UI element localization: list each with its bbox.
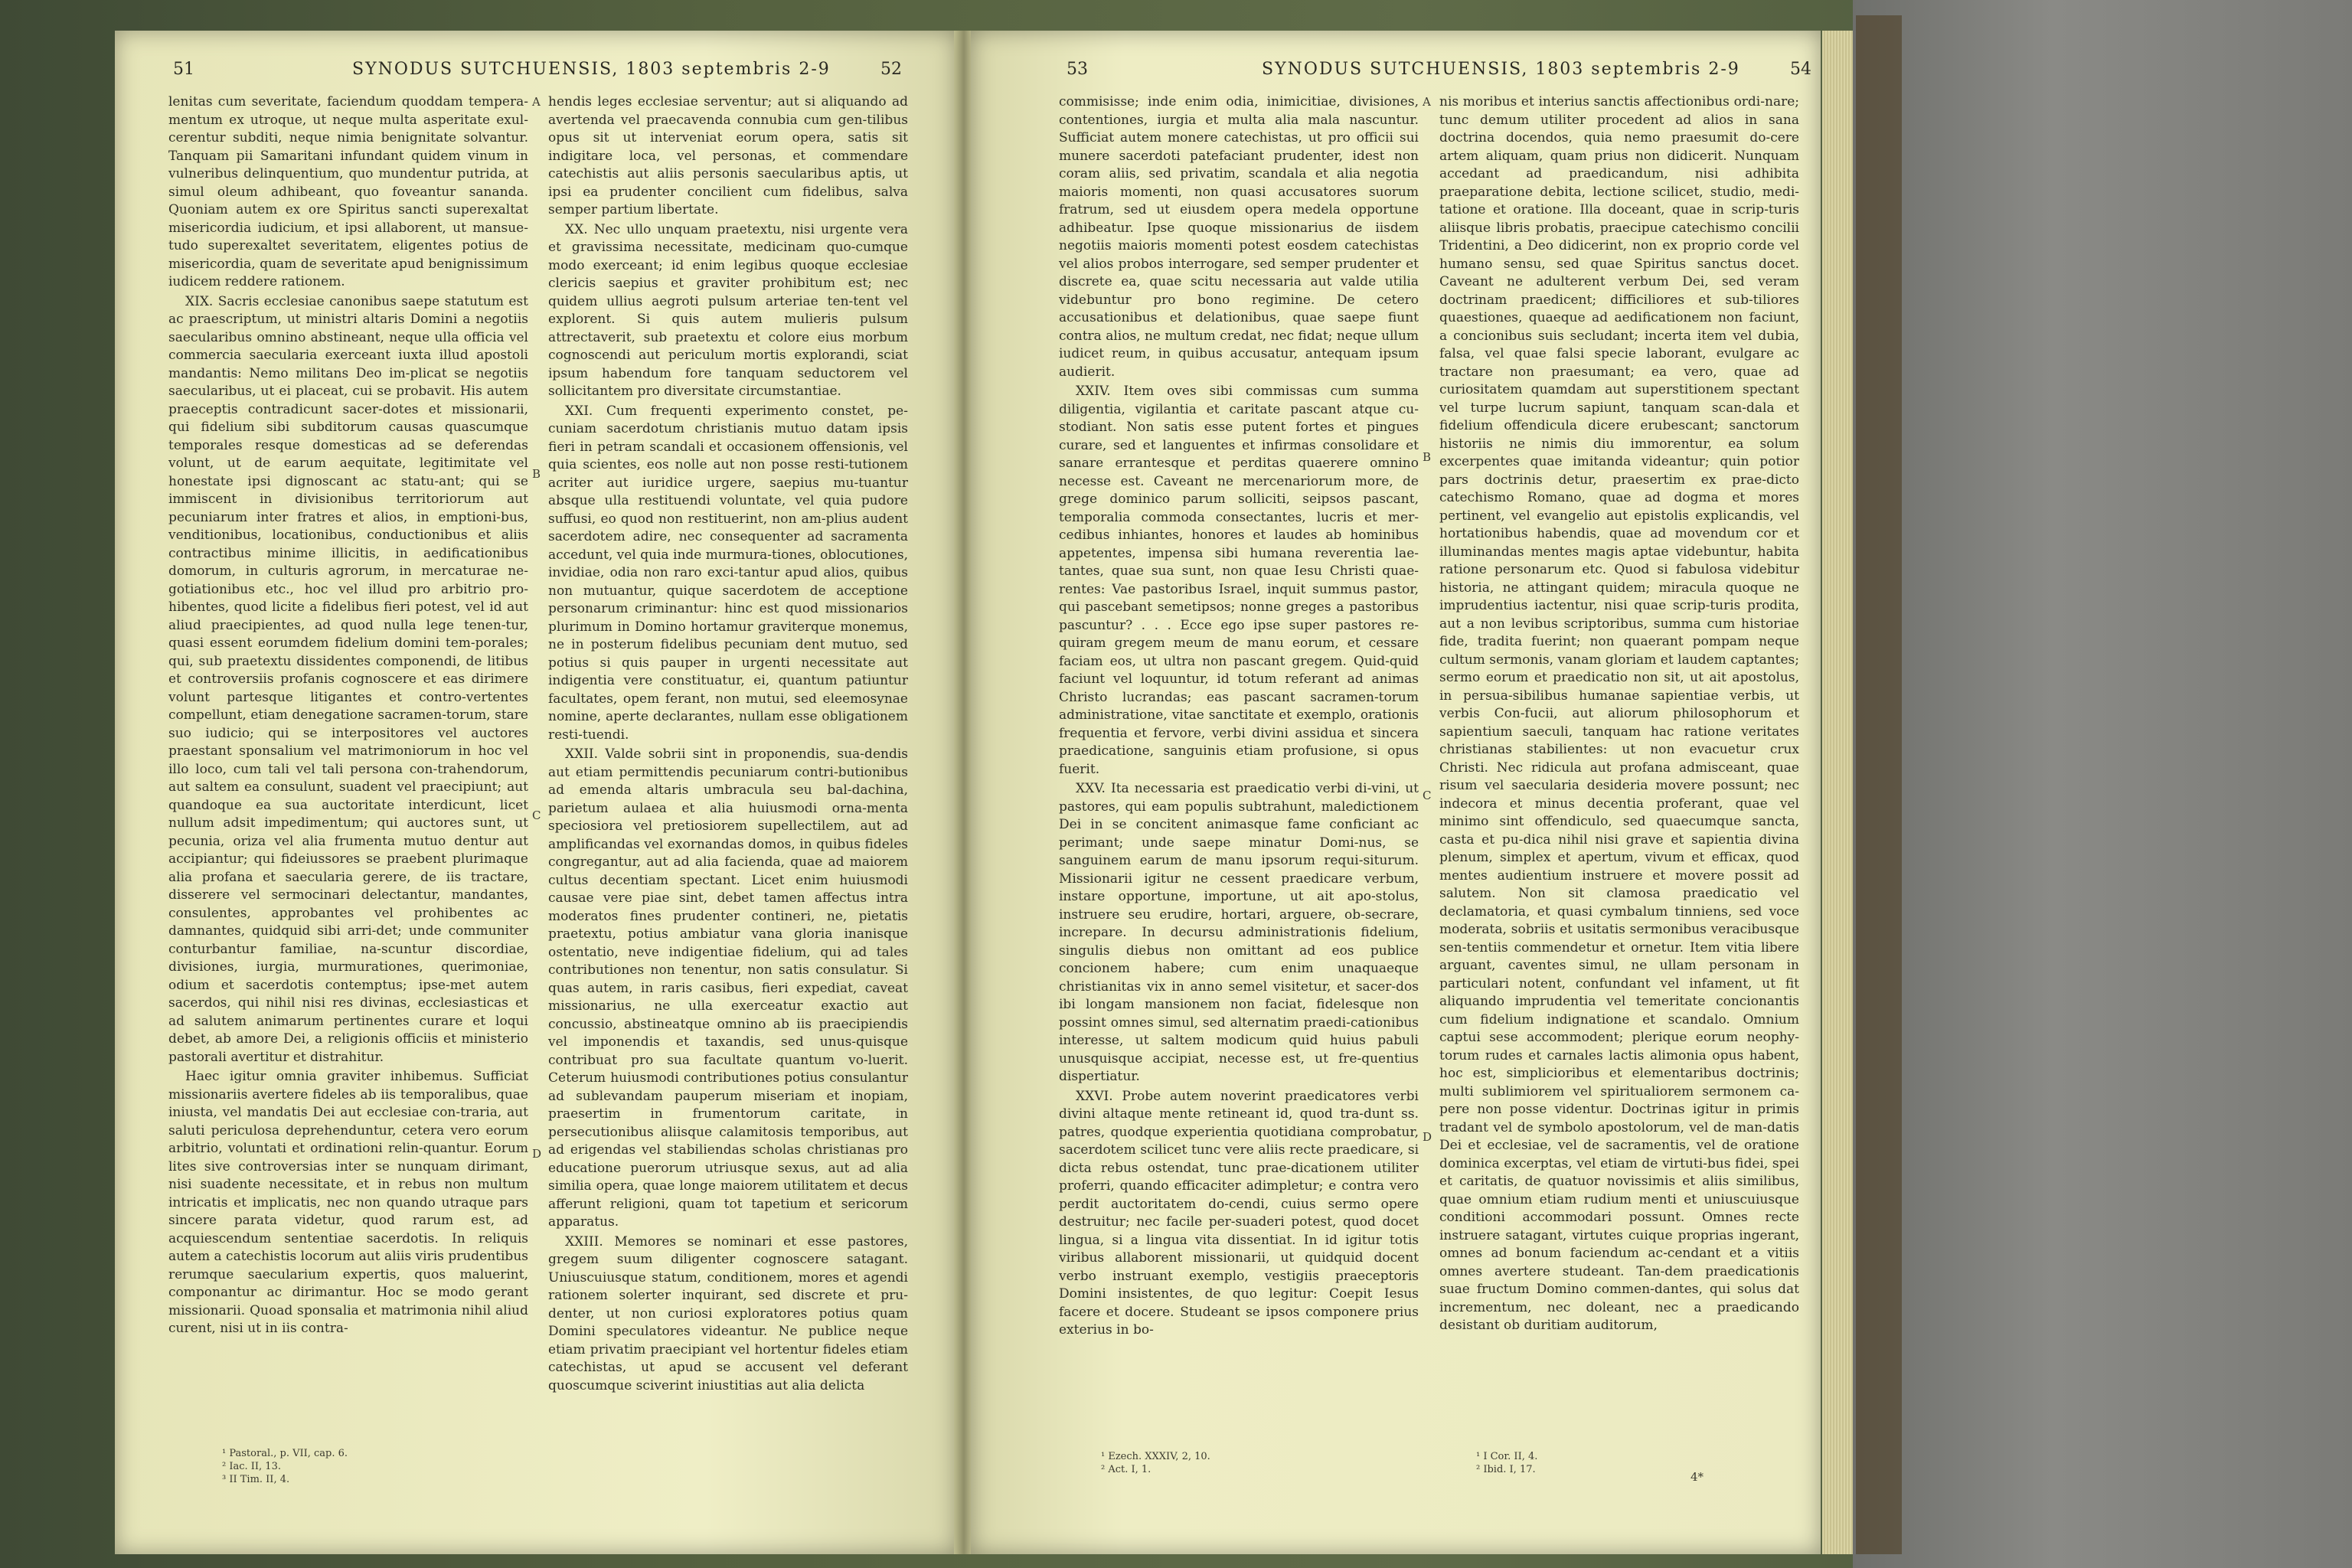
footnote: ² Ibid. I, 17.	[1476, 1464, 1536, 1475]
footnote: ¹ Pastoral., p. VII, cap. 6.	[222, 1448, 348, 1459]
running-title: SYNODUS SUTCHUENSIS, 1803 septembris 2-9	[352, 60, 831, 79]
paragraph: lenitas cum severitate, faciendum quoddam tempera-mentum ex utroque, ut neque multa asperitate exul-cerentur subditi, neque nimia benignitate solvantur. Tanquam pii Samaritani infundant quidem vinum in vulneribus delinquentium, quo mundentur putrida, at simul oleum adhibeant, quo foveantur sananda. Quoniam autem ex ore Spiritus sancti superexaltat misericordia iudicium, et ipsi allaborent, ut mansue-tudo superexaltet severitatem, eligentes potius de misericordia, quam de severitate apud benignissimum iudicem reddere rationem.	[168, 94, 528, 289]
page-number-53: 53	[1067, 60, 1088, 79]
margin-marker: A	[1423, 95, 1431, 109]
margin-marker: D	[532, 1147, 542, 1161]
left-page-column-2	[548, 93, 908, 1396]
footnotes-right-column	[1476, 1450, 1706, 1476]
paragraph: XX. Nec ullo unquam praetextu, nisi urgente vera et gravissima necessitate, medicinam quo-cumque modo exerceant; id enim legibus quoque ecclesiae clericis saepius et graviter prohibitum est; nec quidem ullius aegroti pulsum arteriae ten-tent vel explorent. Si quis autem mulieris pulsum attrectaverit, sub praetextu et colore eius morbum cognoscendi aut periculum mortis explorandi, sciat ipsum habendum fore tanquam seductorem vel sollicitantem pro diversitate circumstantiae.	[548, 221, 908, 399]
left-page-column-1	[168, 93, 528, 1340]
paragraph: hendis leges ecclesiae serventur; aut si aliquando ad avertenda vel praecavenda connubia cum gen-tilibus opus sit ut interveniat eorum opera, satis sit indigitare loca, vel personas, et commendare catechistis aut aliis personis saecularibus aptis, ut ipsi ea prudenter concilient cum fidelibus, salva semper partium libertate.	[548, 94, 908, 217]
right-page-column-2	[1439, 93, 1799, 1337]
running-title: SYNODUS SUTCHUENSIS, 1803 septembris 2-9	[1262, 60, 1740, 79]
margin-marker: B	[532, 467, 541, 481]
page-edges	[1822, 31, 1853, 1554]
footnote: ¹ Ezech. XXXIV, 2, 10.	[1101, 1451, 1210, 1462]
margin-marker: B	[1423, 450, 1432, 464]
paragraph: XXI. Cum frequenti experimento constet, pe-cuniam sacerdotum christianis mutuo datam ipsis fieri in petram scandali et occasionem offensionis, vel quia scientes, eos nolle aut non posse resti-tutionem acriter aut iuridice urgere, saepius mu-tuantur absque ulla restituendi voluntate, vel quia pudore suffusi, eo quod non restituerint, non am-plius audent sacerdotem adire, nec consequenter ad sacramenta accedunt, vel quia inde murmura-tiones, oblocutiones, invidiae, odia non raro exci-tantur apud alios, quibus non mutuantur, quique sacerdotem de acceptione personarum criminantur: hinc est quod missionarios plurimum in Domino hortamur graviterque monemus, ne in posterum fidelibus pecuniam dent mutuo, sed potius si quis pauper in urgenti necessitate aut indigentia vere constituatur, ei, quantum patiuntur facultates, opem ferant, non mutui, sed eleemosynae nomine, aperte declarantes, nullam esse obligationem resti-tuendi.	[548, 403, 908, 743]
paragraph: XXV. Ita necessaria est praedicatio verbi di-vini, ut pastores, qui eam populis subtrahunt, maledictionem Dei in se concitent animasque fame conficiant ac perimant; unde saepe minatur Domi-nus, se sanguinem earum de manu ipsorum requi-siturum. Missionarii igitur ne cessent praedicare verbum, instare opportune, importune, ut ait apo-stolus, instruere seu erudire, hortari, arguere, ob-secrare, increpare. In decursu administrationis fidelium, singulis diebus non omittant ad eos publice concionem habere; cum enim unaquaeque christianitas vix in anno semel visitetur, et sacer-dos ibi longam mansionem non faciat, fidelesque non possint omnes simul, sed alternatim praedi-cationibus interesse, ut saltem modicum quid huius pabuli unusquisque accipiat, necesse est, ut fre-quentius dispertiatur.	[1059, 781, 1419, 1084]
footnotes-left-column	[1101, 1450, 1331, 1476]
page-number-54: 54	[1790, 60, 1811, 79]
paragraph: XXVI. Probe autem noverint praedicatores verbi divini altaque mente retineant id, quod tra-dunt ss. patres, quodque experientia quotidiana comprobatur, sacerdotem scilicet tunc vere aliis recte praedicare, si dicta rebus ostendat, tunc prae-dicationem utiliter proferri, quando efficaciter adimpletur; e contra vero perdit auctoritatem do-cendi, cuius sermo opere destruitur; nec facile per-suaderi potest, quod docet lingua, si a lingua vita dissentiat. In id igitur totis viribus allaborent missionarii, ut quidquid docent verbo instruant exemplo, vestigiis praeceptoris Domini insistentes, de quo legitur: Coepit Iesus facere et docere. Studeant se ipsos componere prius exterius in bo-	[1059, 1088, 1419, 1338]
left-page	[115, 31, 957, 1554]
paragraph: Haec igitur omnia graviter inhibemus. Sufficiat missionariis avertere fideles ab iis temporalibus, quae iniusta, vel mandatis Dei aut ecclesiae con-traria, aut saluti periculosa deprehenduntur, cetera vero eorum arbitrio, voluntati et ordinationi relin-quantur. Eorum lites sive controversias inter se nunquam dirimant, nisi suadente necessitate, et in rebus non multum intricatis et implicatis, nec non quando utraque pars sincere parata videtur, quod rarum est, ad acquiescendum sententiae sacerdotis. In reliquis autem a catechistis locorum aut aliis viris prudentibus rerumque saecularium expertis, quos maluerint, componantur ac dirimantur. Hoc se modo gerant missionarii. Quoad sponsalia et matrimonia nihil aliud curent, nisi ut in iis contra-	[168, 1069, 528, 1336]
margin-marker: A	[532, 95, 541, 109]
right-page	[971, 31, 1821, 1554]
page-number-51: 51	[173, 60, 194, 79]
right-page-column-1	[1059, 93, 1419, 1341]
page-number-52: 52	[880, 60, 902, 79]
paragraph: XXII. Valde sobrii sint in proponendis, sua-dendis aut etiam permittendis pecuniarum contri-butionibus ad emenda altaris umbracula seu bal-dachina, parietum aulaea et alia huiusmodi orna-menta speciosiora vel pretiosiorem supellectilem, aut ad amplificandas vel exornandas domos, in quibus fideles congregantur, aut ad alia facienda, quae ad maiorem cultus decentiam spectant. Licet enim huiusmodi causae vere piae sint, debet tamen affectus intra moderatos fines prudenter contineri, ne, pietatis praetextu, potius ambiatur vana gloria inanisque ostentatio, neve indigentiae fidelium, qui ad tales contributiones non tenentur, non satis consulatur. Si quas autem, in raris casibus, fieri expediat, caveat missionarius, ne ulla exerceatur exactio aut concussio, abstineatque omnino ab iis praecipiendis vel imponendis et taxandis, sed unus-quisque contribuat pro sua facultate quantum vo-luerit. Ceterum huiusmodi contributiones potius consulantur ad sublevandam pauperum miseriam et inopiam, praesertim in frumentorum caritate, in persecutionibus aliisque calamitosis temporibus, aut ad erigendas vel stabiliendas scholas christianas pro educatione puerorum utriusque sexus, aut ad alia similia opera, quae longe maiorem utilitatem et decus afferunt religioni, quam tot tapetium et sericorum apparatus.	[548, 746, 908, 1230]
left-page-header	[115, 49, 957, 87]
paragraph: nis moribus et interius sanctis affectionibus ordi-nare; tunc demum utiliter procedent ad alios in sana doctrina docendos, quia nemo praesumit do-cere artem aliquam, quam prius non didicerit. Nunquam accedant ad praedicandum, nisi adhibita praeparatione debita, lectione scilicet, studio, medi-tatione et oratione. Illa doceant, quae in scrip-turis aliisque libris probatis, praecipue catechismo concilii Tridentini, a Deo didicerint, non ex proprio corde vel humano sensu, sed quae Spiritus sanctus docet. Caveant ne adulterent verbum Dei, sed veram doctrinam praedicent; difficiliores et sub-tiliores quaestiones, quaeque ad aedificationem non faciunt, a concionibus suis secludant; incerta item vel dubia, falsa, vel quae falsi specie laborant, evulgare ac tractare non praesumant; ea vero, quae ad curiositatem quamdam aut superstitionem spectant vel turpe lucrum sapiunt, tanquam scan-dala et fidelium offendicula dicere erubescant; sanctorum historiis ne nimis diu immorentur, ea solum excerpentes quae imitanda videantur; quin potior pars doctrinis detur, praesertim ex prae-dicto catechismo Romano, quae ad dogma et mores pertinent, vel evangelio aut epistolis explicandis, vel hortationibus habendis, quae ad movendum cor et illuminandas mentes magis aptae videbuntur, habita ratione personarum etc. Quod si fabulosa videbitur historia, ne attingant quidem; miracula quoque ne imprudentius iactentur, nisi quae scrip-turis prodita, aut a non levibus scriptoribus, summa cum historiae fide, tradita fuerint; non quaerant pompam neque cultum sermonis, vanam gloriam et laudem captantes; sermo eorum et praedicatio non sit, ut ait apostolus, in persua-sibilibus humanae sapientiae verbis, ut verbis Con-fucii, aut aliorum philosophorum et sapientium saeculi, tanquam hac ratione veritates christianas stabilientes: ut non evacuetur crux Christi. Nec ridicula aut profana admisceant, quae risum vel saecularia desideria movere possunt; nec indecora et minus decentia proferant, quae vel minimo sint offendiculo, sed quaecumque sancta, casta et pu-dica nihil nisi grave et sapientia divina plenum, simplex et apertum, vivum et efficax, quod mentes audientium instruere et movere possit ad salutem. Non sit clamosa praedicatio vel declamatoria, et quasi cymbalum tinniens, sed voce moderata, sobriis et usitatis sermonibus veracibusque sen-tentiis commendetur et ornetur. Item vitia libere arguant, caventes simul, ne ullam personam in particulari notent, confundant vel infament, ut fit aliquando imprudentia vel temeritate concionantis cum fidelium indignatione et scandalo. Omnium captui sese accommodent; plerique eorum neophy-torum rudes et carnales lactis alimonia opus habent, hoc est, simplicioribus et elementaribus doctrinis; multi sublimiorem vel spiritualiorem sermonem ca-pere non posse videntur. Doctrinas igitur in primis tradant vel de symbolo apostolorum, vel de man-datis Dei et ecclesiae, vel de sacramentis, vel de oratione dominica excerptas, vel etiam de virtuti-bus fidei, spei et caritatis, de quatuor novissimis et aliis similibus, quae omnium etiam rudium menti et uniuscuiusque conditioni accommodari possunt. Omnes recte instruere satagant, virtutes cuique proprias ingerant, omnes ad bonum faciendum ac-cendant et a vitiis omnes avertere studeant. Tan-dem praedicationis suae fructum Domino commen-dantes, qui solus dat incrementum, nec doleant, nec a praedicando desistant ob duritiam auditorum,	[1439, 94, 1799, 1333]
signature-mark: 4*	[1690, 1470, 1704, 1484]
right-page-header	[971, 49, 1821, 87]
footnote: ² Act. I, 1.	[1101, 1464, 1152, 1475]
footnotes	[222, 1447, 452, 1486]
paragraph: XIX. Sacris ecclesiae canonibus saepe statutum est ac praescriptum, ut ministri altaris Domini a negotiis saecularibus omnino abstineant, neque ulla officia vel commercia saecularia exerceant iuxta illud apostoli mandantis: Nemo militans Deo im-plicat se negotiis saecularibus, ut ei placeat, cui se probavit. His autem praeceptis contradicunt sacer-dotes et missionarii, qui fidelium sibi subditorum causas quascumque temporales resque domesticas ad se deferendas volunt, ut de earum aequitate, legitimitate vel honestate ipsi dignoscant ac statu-ant; qui se immiscent in divisionibus territoriorum aut pecuniarum inter fratres et alios, in emptioni-bus, venditionibus, locationibus, conductionibus et aliis contractibus minime illicitis, in aedificationibus domorum, in culturis agrorum, in mercaturae ne-gotiationibus etc., hoc vel illud pro arbitrio pro-hibentes, quod licite a fidelibus fieri potest, vel id aut aliud praecipientes, ad quod nulla lege tenen-tur, quasi essent eorumdem fidelium domini tem-porales; qui, sub praetextu dissidentes componendi, de litibus et controversiis profanis cognoscere et eas dirimere volunt partesque litigantes et contro-vertentes compellunt, etiam denegatione sacramen-torum, stare suo iudicio; qui se interpositores vel auctores praestant sponsalium vel matrimoniorum in hoc vel illo loco, cum tali vel tali persona con-trahendorum, aut saltem ea consulunt, suadent vel praecipiunt; aut quandoque ea sua auctoritate interdicunt, licet nullum adsit impedimentum; qui auctores sunt, ut pecunia, oriza vel alia frumenta mutuo dentur aut accipiantur; qui fideiussores se praebent plurimaque alia profana et saecularia gerere, de iis tractare, disserere vel sermocinari delectantur, mandantes, consulentes, approbantes vel prohibentes ac damnantes, quidquid sibi arri-det; unde communiter conturbantur familiae, na-scuntur discordiae, divisiones, iurgia, murmurationes, querimoniae, odium et sacerdotis contemptus; ipse-met autem sacerdos, qui nihil nisi res divinas, ecclesiasticas et ad salutem animarum pertinentes curare et loqui debet, ab amore Dei, a religionis officiis et ministerio pastorali avertitur et distrahitur.	[168, 293, 528, 1065]
footnote: ¹ I Cor. II, 4.	[1476, 1451, 1538, 1462]
paragraph: commisisse; inde enim odia, inimicitiae, divisiones, contentiones, iurgia et multa alia mala nascuntur. Sufficiat autem monere catechistas, ut pro officii sui munere sacerdoti patefaciant prudenter, idest non coram aliis, sed privatim, scandala et alia negotia maioris momenti, non quasi accusatores suorum fratrum, sed ut eiusdem opera medela opportune adhibeatur. Ipse quoque missionarius de iisdem negotiis maioris momenti potest eosdem catechistas vel alios probos interrogare, sed semper prudenter et discrete ea, quae scitu necessaria aut valde utilia videbuntur pro bono regimine. De cetero accusationibus et delationibus, quae saepe fiunt contra alios, ne multum credat, nec fidat; neque ullum iudicet reum, in quibus accusatur, antequam ipsum audierit.	[1059, 94, 1419, 380]
paragraph: XXIV. Item oves sibi commissas cum summa diligentia, vigilantia et caritate pascant atque cu-stodiant. Non satis esse putent fortes et pingues curare, sed et languentes et infirmas consolidare et sanare errantesque et perditas quaerere omnino necesse est. Caveant ne mercenariorum more, de grege dominico parum solliciti, seipsos pascant, temporalia commoda consectantes, lucris et mer-cedibus inhiantes, honores et laudes ab hominibus appetentes, impensa sibi humana reverentia lae-tantes, quae sua sunt, non quae Iesu Christi quae-rentes: Vae pastoribus Israel, inquit summus pastor, qui pascebant semetipsos; nonne greges a pastoribus pascuntur? . . . Ecce ego ipse super pastores re-quiram gregem meum de manu eorum, et cessare faciam eos, ut ultra non pascant gregem. Quid-quid faciunt vel loquuntur, id totum referant ad animas Christo lucrandas; eas pascant sacramen-torum administratione, vitae sanctitate et exemplo, orationis frequentia et fervore, verbi divini assidua et sincera praedicatione, sanguinis etiam profusione, si opus fuerit.	[1059, 384, 1419, 777]
background-surface	[1853, 0, 2352, 1568]
margin-marker: D	[1423, 1130, 1432, 1144]
footnote: ³ II Tim. II, 4.	[222, 1474, 290, 1485]
paragraph: XXIII. Memores se nominari et esse pastores, gregem suum diligenter cognoscere satagant. Uniuscuiusque statum, conditionem, mores et agendi rationem solerter inquirant, sed discrete et pru-denter, ut non curiosi exploratores potius quam Domini speculatores videantur. Ne publice neque etiam privatim praecipiant vel hortentur fideles etiam catechistas, ut apud se accusent vel deferant quoscumque sciverint iniustitias aut alia delicta	[548, 1233, 908, 1393]
margin-marker: C	[1423, 789, 1432, 802]
margin-marker: C	[532, 808, 541, 822]
book-cover-edge	[1856, 15, 1902, 1554]
footnote: ² Iac. II, 13.	[222, 1461, 281, 1472]
